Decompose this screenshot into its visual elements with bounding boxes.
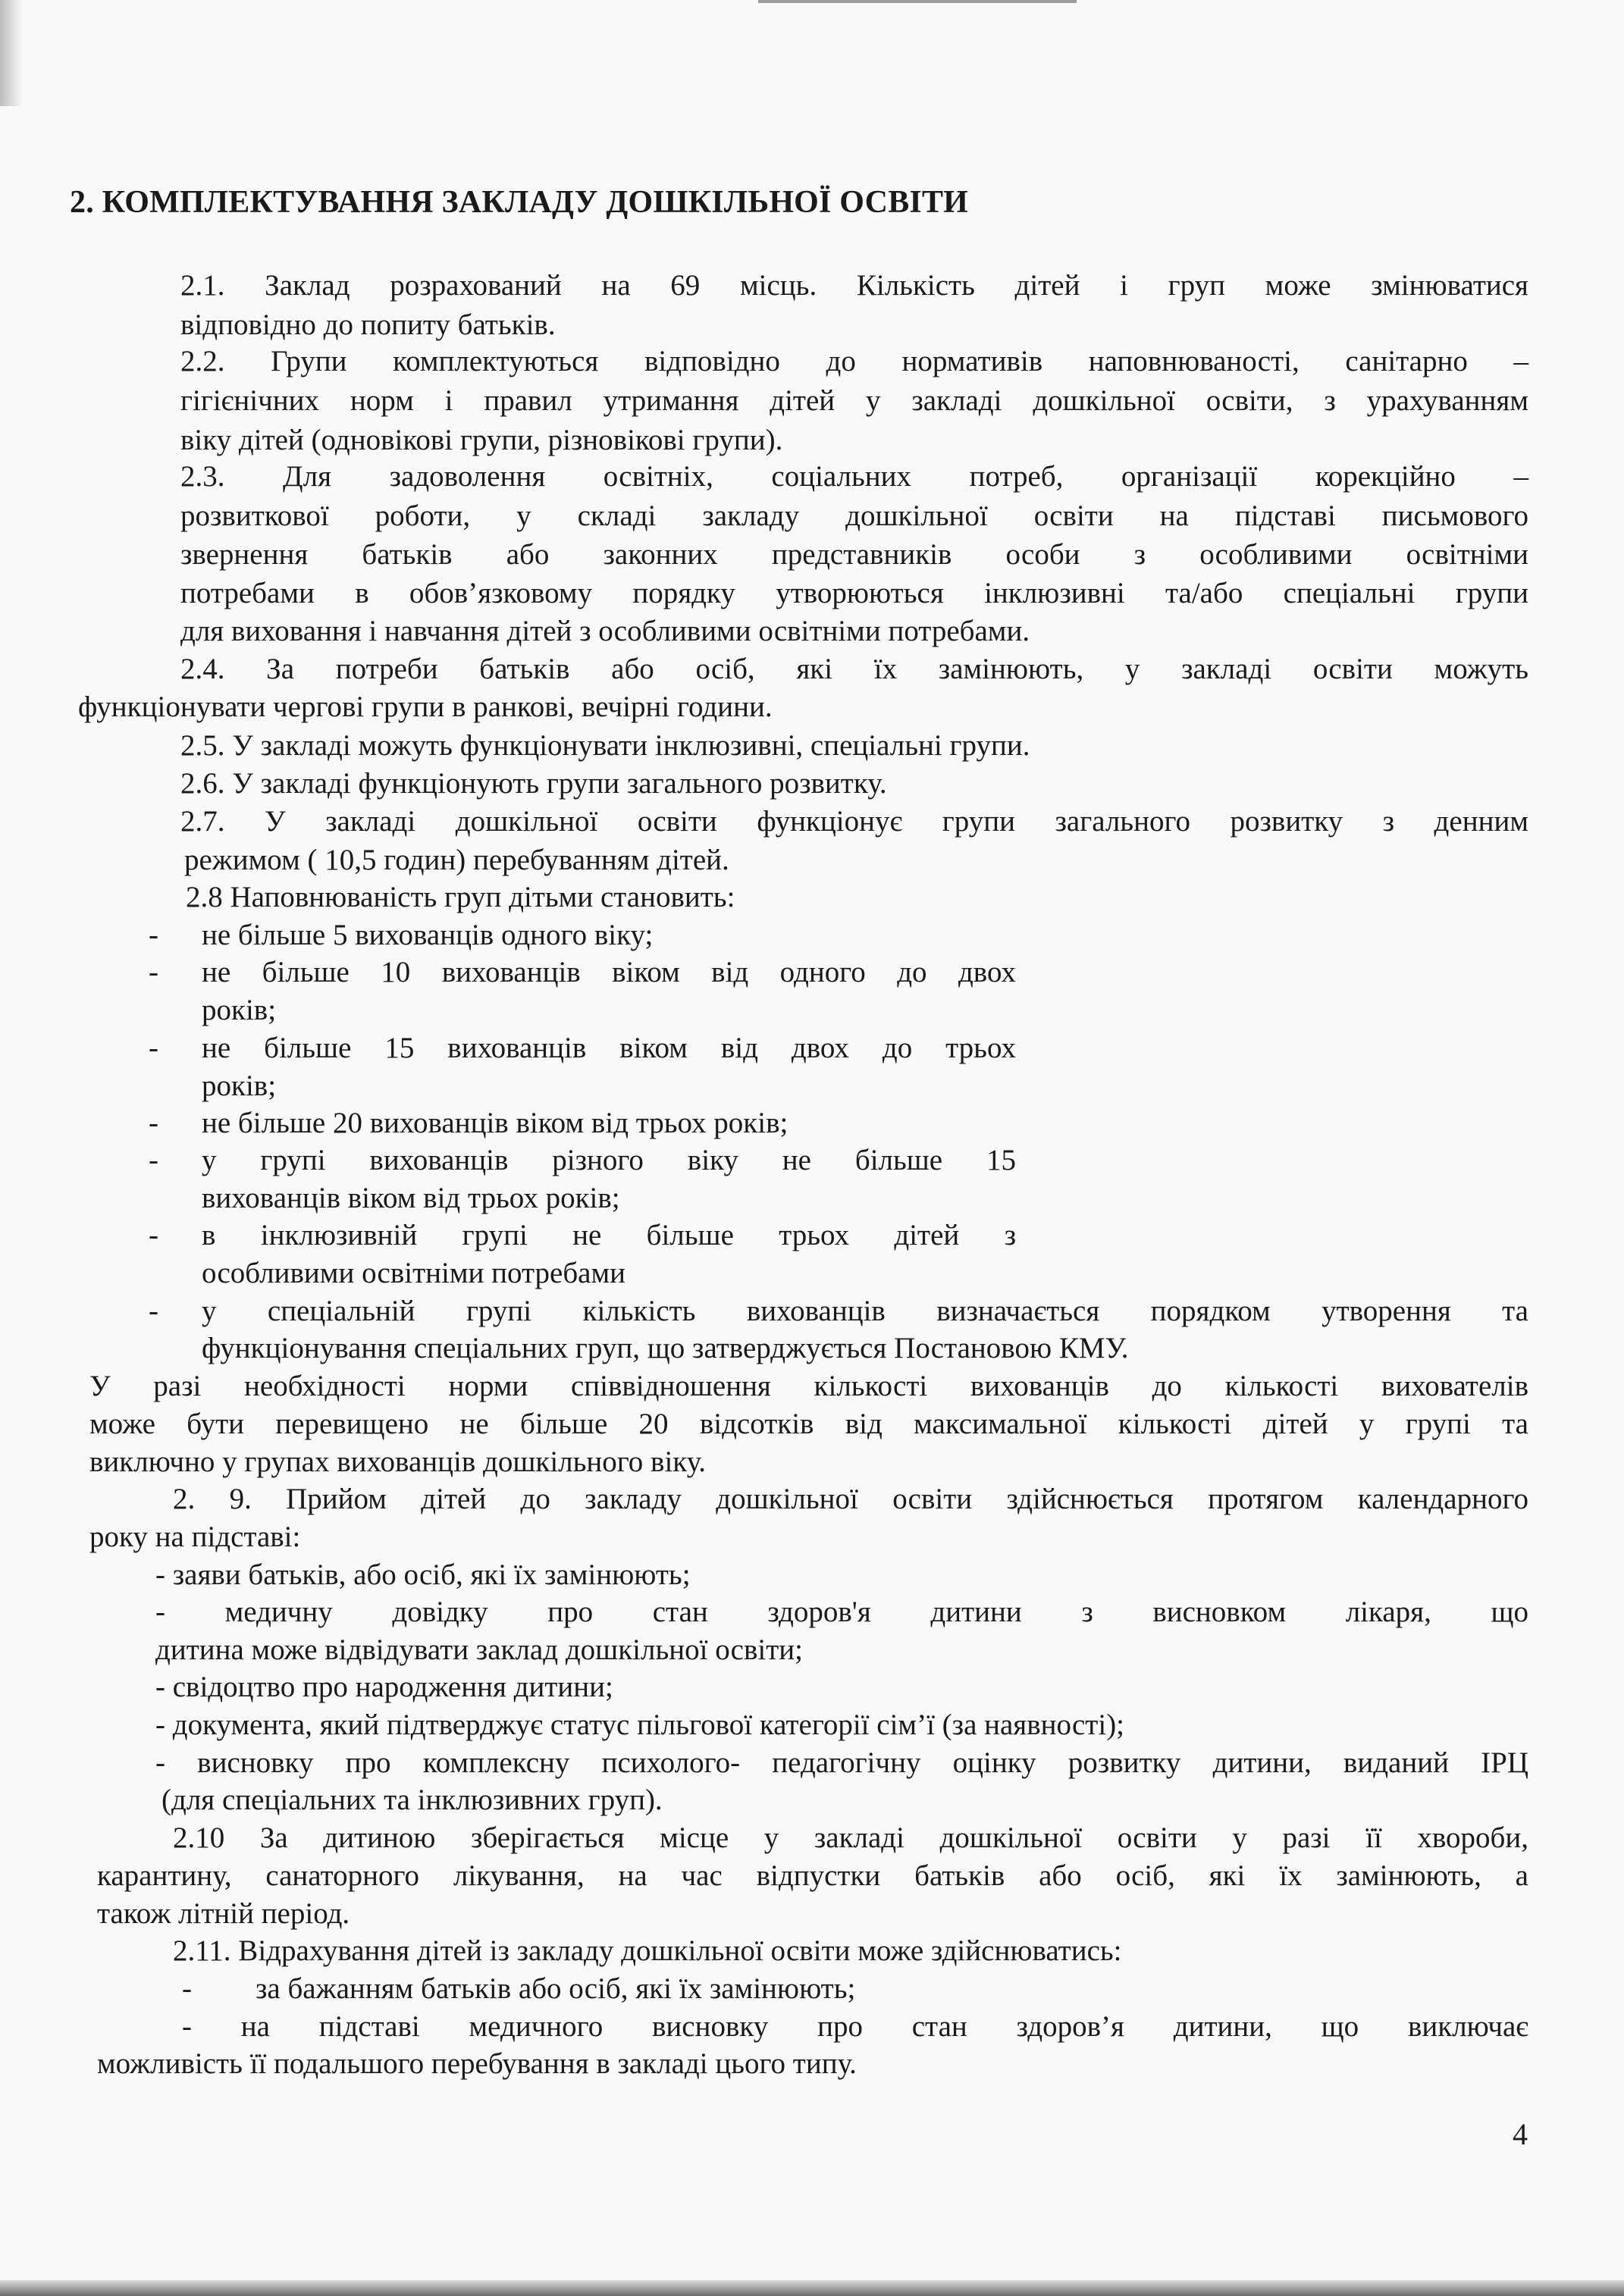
text-line: - висновку про комплексну психолого- педагогічну оцінку розвитку дитини, виданий ІРЦ bbox=[155, 1746, 1528, 1779]
text-line: відповідно до попиту батьків. bbox=[180, 309, 556, 341]
text-line: - заяви батьків, або осіб, які їх замінюють; bbox=[155, 1558, 691, 1591]
section-heading: 2. КОМПЛЕКТУВАННЯ ЗАКЛАДУ ДОШКІЛЬНОЇ ОСВІТИ bbox=[70, 185, 969, 220]
text-line: звернення батьків або законних представників особи з особливими освітніми bbox=[180, 538, 1528, 571]
text-line: дитина може відвідувати заклад дошкільної освіти; bbox=[155, 1634, 803, 1666]
text-line: року на підставі: bbox=[89, 1521, 301, 1553]
text-line: розвиткової роботи, у складі закладу дошкільної освіти на підставі письмового bbox=[180, 500, 1528, 532]
text-line: для виховання і навчання дітей з особливими освітніми потребами. bbox=[180, 615, 1030, 647]
list-bullet: - bbox=[149, 1032, 158, 1064]
text-line: гігієнічних норм і правил утримання дітей у закладі дошкільної освіти, з урахуванням bbox=[180, 384, 1528, 417]
text-line: віку дітей (одновікові групи, різновікові групи). bbox=[180, 424, 783, 456]
list-bullet: - bbox=[149, 1219, 158, 1251]
text-line: - медичну довідку про стан здоров'я дитини з висновком лікаря, що bbox=[155, 1596, 1528, 1628]
text-line: в інклюзивній групі не більше трьох дітей з bbox=[202, 1219, 1016, 1251]
text-line: особливими освітніми потребами bbox=[202, 1257, 626, 1289]
text-line: у спеціальній групі кількість вихованців визначається порядком утворення та bbox=[202, 1295, 1528, 1327]
text-line: потребами в обов’язковому порядку утворюються інклюзивні та/або спеціальні групи bbox=[180, 577, 1528, 609]
text-line: можливість її подальшого перебування в закладі цього типу. bbox=[97, 2047, 857, 2080]
list-bullet: - bbox=[182, 1972, 192, 2005]
list-bullet: - bbox=[149, 1295, 158, 1327]
text-line: карантину, санаторного лікування, на час відпустки батьків або осіб, які їх замінюють, а bbox=[97, 1859, 1528, 1892]
text-line: років; bbox=[202, 1070, 277, 1102]
text-line: функціонування спеціальних груп, що затверджується Постановою КМУ. bbox=[202, 1332, 1129, 1364]
text-line: 2. 9. Прийом дітей до закладу дошкільної освіти здійснюється протягом календарного bbox=[173, 1483, 1528, 1515]
text-line: 2.10 За дитиною зберігається місце у закладі дошкільної освіти у разі її хвороби, bbox=[173, 1821, 1528, 1854]
list-bullet: - bbox=[149, 1144, 158, 1176]
text-line: 2.5. У закладі можуть функціонувати інклюзивні, спеціальні групи. bbox=[180, 729, 1030, 762]
text-line: 2.11. Відрахування дітей із закладу дошкільної освіти може здійснюватись: bbox=[173, 1934, 1122, 1967]
scan-edge-left bbox=[0, 0, 23, 106]
text-line: 2.3. Для задоволення освітніх, соціальних потреб, організації корекційно – bbox=[180, 460, 1528, 493]
text-line: не більше 5 вихованців одного віку; bbox=[202, 919, 654, 951]
text-line: 2.1. Заклад розрахований на 69 місць. Кількість дітей і груп може змінюватися bbox=[180, 269, 1528, 302]
text-line: 2.8 Наповнюваність груп дітьми становить: bbox=[186, 881, 735, 913]
text-line: - документа, який підтверджує статус пільгової категорії сім’ї (за наявності); bbox=[155, 1709, 1125, 1741]
text-line: режимом ( 10,5 годин) перебуванням дітей. bbox=[184, 844, 729, 876]
text-line: може бути перевищено не більше 20 відсотків від максимальної кількості дітей у групі та bbox=[89, 1408, 1528, 1440]
list-bullet: - bbox=[149, 956, 158, 988]
text-line: не більше 20 вихованців віком від трьох років; bbox=[202, 1107, 788, 1139]
text-line: виключно у групах вихованців дошкільного віку. bbox=[89, 1446, 707, 1478]
text-line: не більше 10 вихованців віком від одного до двох bbox=[202, 956, 1016, 988]
text-line: 2.7. У закладі дошкільної освіти функціонує групи загального розвитку з денним bbox=[180, 805, 1528, 838]
list-bullet: - bbox=[149, 1107, 158, 1139]
text-line: - на підставі медичного висновку про стан здоров’я дитини, що виключає bbox=[182, 2010, 1528, 2043]
scan-edge-bottom bbox=[0, 2280, 1624, 2296]
text-line: 2.6. У закладі функціонують групи загального розвитку. bbox=[180, 767, 887, 800]
page-number: 4 bbox=[1513, 2117, 1528, 2151]
text-line: не більше 15 вихованців віком від двох до трьох bbox=[202, 1032, 1016, 1064]
text-line: (для спеціальних та інклюзивних груп). bbox=[161, 1784, 663, 1816]
text-line: вихованців віком від трьох років; bbox=[202, 1182, 620, 1214]
text-line: за бажанням батьків або осіб, які їх замінюють; bbox=[256, 1972, 856, 2005]
text-line: 2.4. За потреби батьків або осіб, які їх замінюють, у закладі освіти можуть bbox=[180, 653, 1528, 685]
list-bullet: - bbox=[149, 919, 158, 951]
text-line: років; bbox=[202, 994, 277, 1026]
text-line: У разі необхідності норми співвідношення кількості вихованців до кількості вихователів bbox=[89, 1370, 1528, 1402]
text-line: - свідоцтво про народження дитини; bbox=[155, 1671, 613, 1703]
text-line: 2.2. Групи комплектуються відповідно до нормативів наповнюваності, санітарно – bbox=[180, 345, 1528, 377]
text-line: також літній період. bbox=[97, 1897, 350, 1930]
scan-edge-top bbox=[758, 0, 1077, 3]
text-line: у групі вихованців різного віку не більше 15 bbox=[202, 1144, 1016, 1176]
text-line: функціонувати чергові групи в ранкові, вечірні години. bbox=[78, 691, 773, 723]
